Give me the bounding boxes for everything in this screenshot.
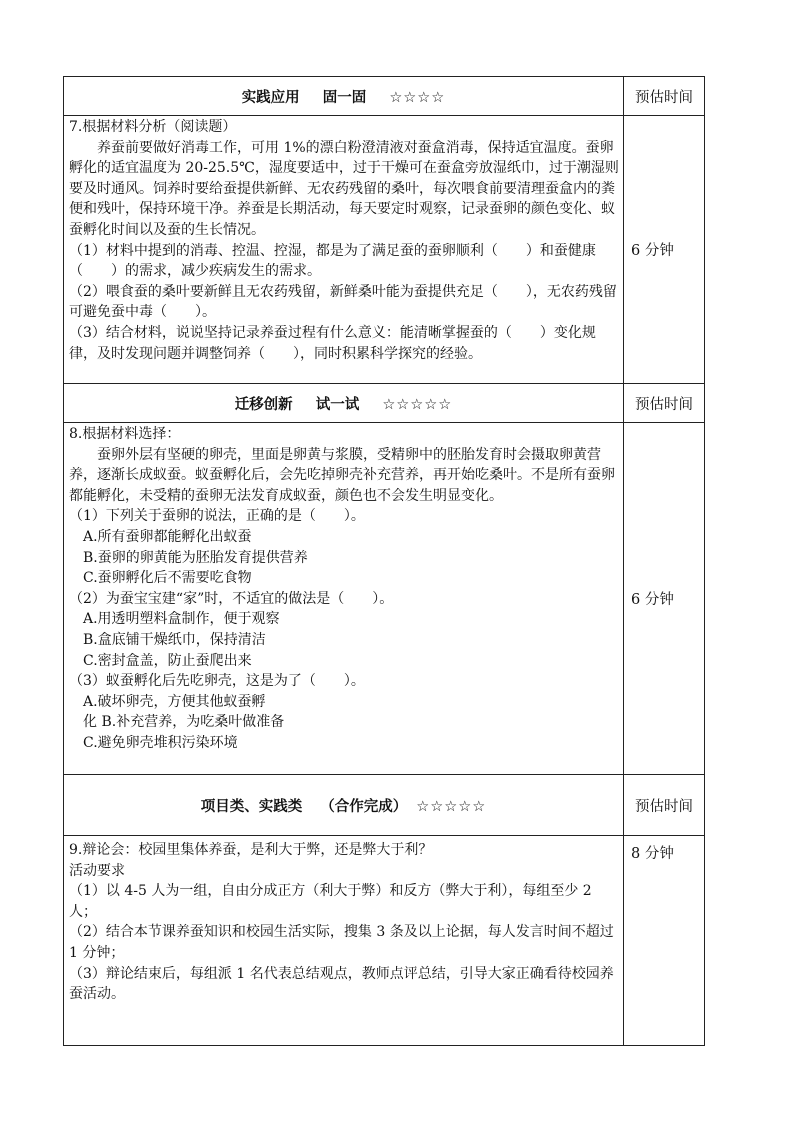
q9-req3: （3）辩论结束后，每组派 1 名代表总结观点，教师点评总结，引导大家正确看待校园养蚕活动。 — [69, 965, 614, 1003]
section2-time-value: 6 分钟 — [624, 423, 705, 775]
q7-passage: 养蚕前要做好消毒工作，可用 1%的漂白粉澄清液对蚕盒消毒，保持适宜温度。蚕卵孵化的适宜温度为 20-25.5℃，湿度要适中，过于干燥可在蚕盒旁放湿纸巾，过于潮湿则要及时通风。饲养时要给蚕提供新鲜、无农药残留的桑叶，每次喂食前要清理蚕盒内的粪便和残叶，保持环境干净。养蚕是长期活动，每天要定时观察，记录蚕卵的颜色变化、蚁蚕孵化时间以及蚕的生长情况。 — [69, 139, 619, 238]
q9-req1: （1）以 4-5 人为一组，自由分成正方（利大于弊）和反方（弊大于利），每组至少 2 人； — [69, 883, 592, 920]
section3-subtitle: （合作完成） — [320, 797, 408, 815]
section2-header — [64, 384, 624, 423]
section2-subtitle: 试一试 — [315, 395, 360, 413]
section2-content-row — [64, 423, 705, 775]
section3-stars: ☆☆☆☆☆ — [416, 798, 487, 815]
q7-title: 7.根据材料分析（阅读题） — [69, 119, 237, 135]
q8-sub3-option-b: 化 B.补充营养，为吃桑叶做准备 — [83, 714, 285, 731]
q9-title: 9.辩论会：校园里集体养蚕，是利大于弊，还是弊大于利？ — [69, 842, 433, 858]
section1-header-row — [64, 77, 705, 116]
section3-time-label: 预估时间 — [624, 775, 705, 836]
q8-sub1-option-c: C.蚕卵孵化后不需要吃食物 — [83, 570, 252, 587]
worksheet-table — [63, 76, 705, 1046]
q8-passage: 蚕卵外层有坚硬的卵壳，里面是卵黄与浆膜，受精卵中的胚胎发育时会摄取卵黄营养，逐渐长成蚁蚕。蚁蚕孵化后，会先吃掉卵壳补充营养，再开始吃桑叶。不是所有蚕卵都能孵化，未受精的蚕卵无法发育成蚁蚕，颜色也不会发生明显变化。 — [69, 446, 615, 504]
section2-header-row — [64, 384, 705, 423]
q8-sub2-option-b: B.盒底铺干燥纸巾，保持清洁 — [83, 631, 266, 648]
section1-subtitle: 固一固 — [322, 88, 367, 106]
section3-body — [64, 836, 624, 1046]
section1-time-label: 预估时间 — [624, 77, 705, 116]
q8-sub3: （3）蚁蚕孵化后先吃卵壳，这是为了（ ）。 — [69, 673, 365, 690]
section2-title: 迁移创新 — [234, 395, 293, 413]
section2-stars: ☆☆☆☆☆ — [382, 396, 453, 413]
section3-time-value: 8 分钟 — [624, 836, 705, 1046]
section1-time-value: 6 分钟 — [624, 116, 705, 384]
q7-sub3: （3）结合材料，说说坚持记录养蚕过程有什么意义：能清晰掌握蚕的（ ）变化规律，及时发现问题并调整饲养（ ），同时积累科学探究的经验。 — [69, 324, 596, 362]
q8-sub3-option-a: A.破坏卵壳，方便其他蚁蚕孵 — [83, 693, 266, 710]
section1-body — [64, 116, 624, 384]
q7-sub1: （1）材料中提到的消毒、控温、控湿，都是为了满足蚕的蚕卵顺利（ ）和蚕健康（ ）的需求，减少疾病发生的需求。 — [69, 242, 596, 280]
q8-sub2-option-a: A.用透明塑料盒制作，便于观察 — [83, 611, 280, 628]
section2-time-label: 预估时间 — [624, 384, 705, 423]
q8-sub1-option-a: A.所有蚕卵都能孵化出蚁蚕 — [83, 528, 252, 545]
section2-body — [64, 423, 624, 775]
section3-title: 项目类、实践类 — [200, 797, 303, 815]
section1-header — [64, 77, 624, 116]
section3-header — [64, 775, 624, 836]
q8-sub3-option-c: C.避免卵壳堆积污染环境 — [83, 734, 238, 751]
section3-header-row — [64, 775, 705, 836]
q9-req2: （2）结合本节课养蚕知识和校园生活实际，搜集 3 条及以上论据，每人发言时间不超过 1 分钟； — [69, 924, 614, 961]
q8-sub1: （1）下列关于蚕卵的说法，正确的是（ ）。 — [69, 508, 365, 525]
section3-content-row — [64, 836, 705, 1046]
q8-sub1-option-b: B.蚕卵的卵黄能为胚胎发育提供营养 — [83, 549, 308, 566]
section1-stars: ☆☆☆☆ — [389, 89, 446, 106]
q8-sub2: （2）为蚕宝宝建“家”时，不适宜的做法是（ ）。 — [69, 590, 394, 607]
q8-sub2-option-c: C.密封盒盖，防止蚕爬出来 — [83, 652, 252, 669]
section1-content-row — [64, 116, 705, 384]
q8-title: 8.根据材料选择： — [69, 426, 181, 442]
q9-requirements-title: 活动要求 — [69, 862, 125, 879]
q7-sub2: （2）喂食蚕的桑叶要新鲜且无农药残留，新鲜桑叶能为蚕提供充足（ ），无农药残留可避免蚕中毒（ ）。 — [69, 283, 617, 321]
section1-title: 实践应用 — [241, 88, 300, 106]
